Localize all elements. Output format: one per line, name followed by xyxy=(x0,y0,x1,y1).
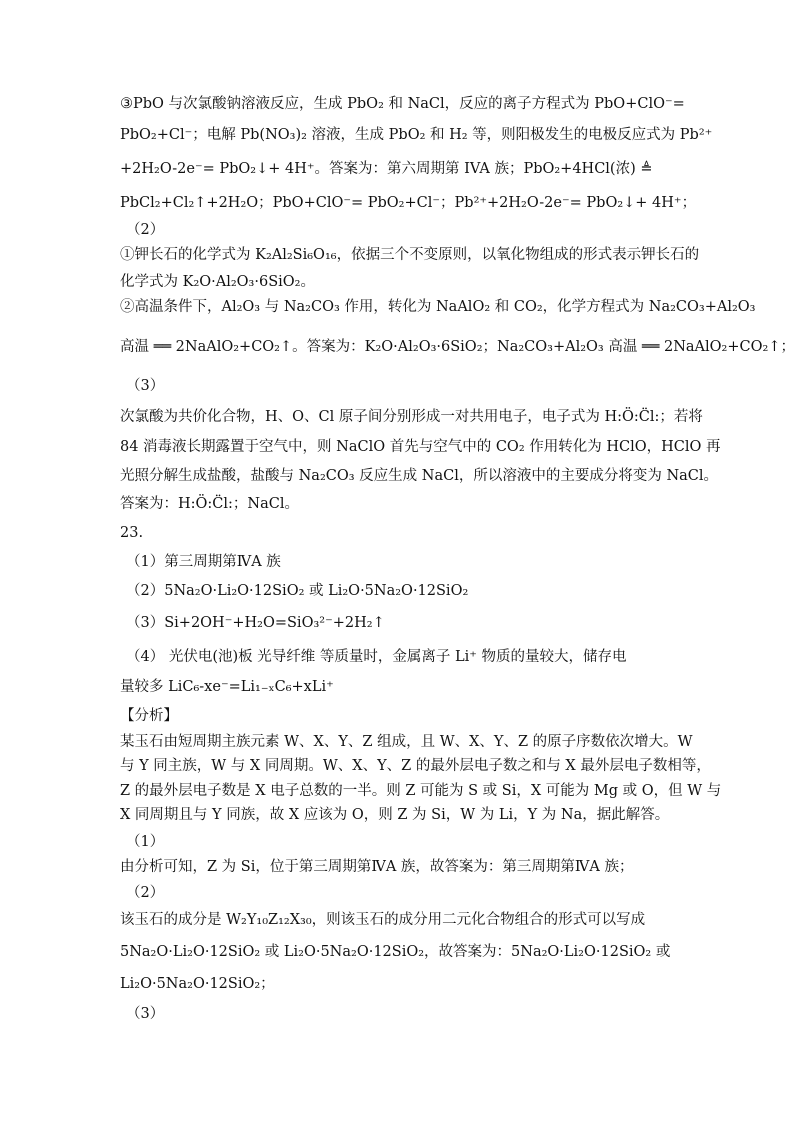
text-line: 84 消毒液长期露置于空气中，则 NaClO 首先与空气中的 CO₂ 作用转化为 HClO，HClO 再 xyxy=(120,439,721,455)
text-line: （2） xyxy=(126,885,165,901)
text-line: （2）5Na₂O·Li₂O·12SiO₂ 或 Li₂O·5Na₂O·12SiO₂ xyxy=(126,583,469,599)
text-line: （3） xyxy=(126,1006,165,1022)
text-line: 化学式为 K₂O·Al₂O₃·6SiO₂。 xyxy=(120,274,315,290)
text-line: （3）Si+2OH⁻+H₂O=SiO₃²⁻+2H₂↑ xyxy=(126,615,385,631)
text-line: （4） 光伏电(池)板 光导纤维 等质量时，金属离子 Li⁺ 物质的量较大，储存电 xyxy=(126,649,627,665)
text-line: （3） xyxy=(126,378,165,394)
text-line: 次氯酸为共价化合物，H、O、Cl 原子间分别形成一对共用电子，电子式为 H:Ö:C̈l:；若将 xyxy=(120,409,703,425)
text-line: （1）第三周期第ⅣA 族 xyxy=(126,554,281,570)
text-line: 高温 ══ 2NaAlO₂+CO₂↑。答案为：K₂O·Al₂O₃·6SiO₂；Na₂CO₃+Al₂O₃ 高温 ══ 2NaAlO₂+CO₂↑； xyxy=(120,339,795,355)
text-line: Z 的最外层电子数是 X 电子总数的一半。则 Z 可能为 S 或 Si，X 可能为 Mg 或 O，但 W 与 xyxy=(120,783,722,799)
text-line: （2） xyxy=(126,222,165,238)
section-heading: 【分析】 xyxy=(120,708,178,724)
text-line: +2H₂O-2e⁻= PbO₂↓+ 4H⁺。答案为：第六周期第 IVA 族；PbO₂+4HCl(浓) ≜ xyxy=(120,161,653,177)
question-number: 23. xyxy=(120,525,144,541)
text-line: 量较多 LiC₆-xe⁻=Li₁₋ₓC₆+xLi⁺ xyxy=(120,679,334,695)
text-line: 该玉石的成分是 W₂Y₁₀Z₁₂X₃₀，则该玉石的成分用二元化合物组合的形式可以写成 xyxy=(120,912,646,928)
text-line: 光照分解生成盐酸，盐酸与 Na₂CO₃ 反应生成 NaCl，所以溶液中的主要成分将变为 NaCl。 xyxy=(120,468,719,484)
text-line: 由分析可知，Z 为 Si，位于第三周期第ⅣA 族，故答案为：第三周期第ⅣA 族； xyxy=(120,859,634,875)
text-line: X 同周期且与 Y 同族，故 X 应该为 O，则 Z 为 Si，W 为 Li，Y 为 Na，据此解答。 xyxy=(120,807,670,823)
text-line: 5Na₂O·Li₂O·12SiO₂ 或 Li₂O·5Na₂O·12SiO₂，故答案为：5Na₂O·Li₂O·12SiO₂ 或 xyxy=(120,944,671,960)
text-line: ②高温条件下，Al₂O₃ 与 Na₂CO₃ 作用，转化为 NaAlO₂ 和 CO₂，化学方程式为 Na₂CO₃+Al₂O₃ xyxy=(120,299,756,315)
text-line: PbCl₂+Cl₂↑+2H₂O；PbO+ClO⁻= PbO₂+Cl⁻；Pb²⁺+2H₂O-2e⁻= PbO₂↓+ 4H⁺； xyxy=(120,195,697,211)
text-line: 与 Y 同主族，W 与 X 同周期。W、X、Y、Z 的最外层电子数之和与 X 最外层电子数相等， xyxy=(120,758,711,774)
text-line: （1） xyxy=(126,834,165,850)
text-line: Li₂O·5Na₂O·12SiO₂； xyxy=(120,976,275,992)
text-line: 答案为：H:Ö:C̈l:；NaCl。 xyxy=(120,496,299,512)
text-line: 某玉石由短周期主族元素 W、X、Y、Z 组成，且 W、X、Y、Z 的原子序数依次增大。W xyxy=(120,734,693,750)
text-line: ①钾长石的化学式为 K₂Al₂Si₆O₁₆，依据三个不变原则，以氧化物组成的形式表示钾长石的 xyxy=(120,247,700,263)
text-line: PbO₂+Cl⁻；电解 Pb(NO₃)₂ 溶液，生成 PbO₂ 和 H₂ 等，则阳极发生的电极反应式为 Pb²⁺ xyxy=(120,127,713,143)
text-line: ③PbO 与次氯酸钠溶液反应，生成 PbO₂ 和 NaCl，反应的离子方程式为 PbO+ClO⁻= xyxy=(120,96,685,112)
